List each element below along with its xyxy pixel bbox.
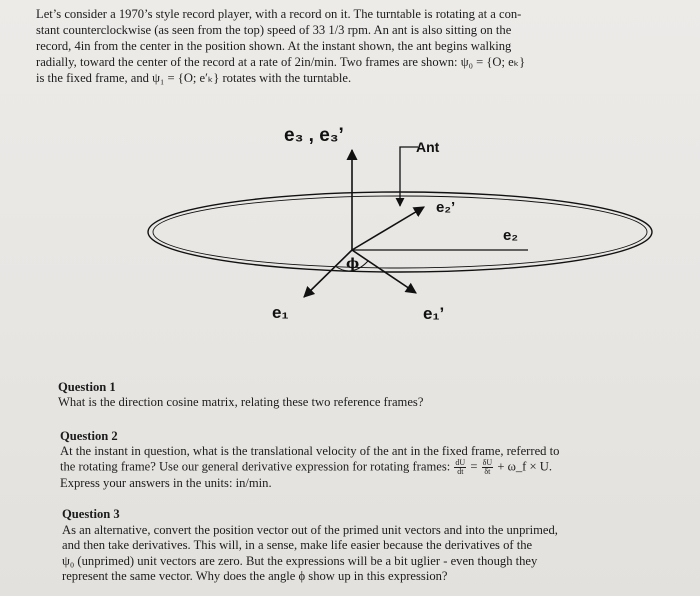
phi-label: ϕ xyxy=(346,256,360,272)
ant-label: Ant xyxy=(416,139,440,155)
e2-label: e₂ xyxy=(503,227,519,244)
equals-sign: = xyxy=(470,459,478,474)
intro-line: Let’s consider a 1970’s style record player, with a record on it. The turntable is rotating at a con- xyxy=(36,7,522,21)
derivative-fraction: $\frac{dU}{dt}$ xyxy=(455,458,466,476)
question-2-line-text: the rotating frame? Use our general derivative expression for rotating frames: xyxy=(60,459,451,474)
question-3-line: As an alternative, convert the position vector out of the primed unit vectors and into the unprimed, xyxy=(62,522,558,537)
record-inner-ellipse xyxy=(153,196,647,268)
e1-label: e₁ xyxy=(272,303,289,322)
question-1-text: What is the direction cosine matrix, relating these two reference frames? xyxy=(58,395,424,409)
question-1-heading: Question 1 xyxy=(58,380,116,394)
relative-derivative-fraction: $\frac{\delta U}{\delta t}$ xyxy=(482,458,493,476)
intro-line: stant counterclockwise (as seen from the top) speed of 33 1/3 rpm. An ant is also sitting on the xyxy=(36,23,512,37)
question-1 xyxy=(58,380,423,410)
question-2-units: Express your answers in the units: in/min. xyxy=(60,476,272,490)
question-2-equation-line xyxy=(60,459,559,476)
e1-axis xyxy=(304,250,352,297)
question-2-line: At the instant in question, what is the translational velocity of the ant in the fixed frame, referred to xyxy=(60,444,560,458)
question-3-line: ψ₀ (unprimed) unit vectors are zero. But the expressions will be a bit uglier - even though they xyxy=(62,553,538,568)
intro-line: record, 4in from the center in the position shown. At the instant shown, the ant begins walking xyxy=(36,39,512,53)
question-2-line-end: + ω_f × U. xyxy=(497,459,553,474)
question-3-line: represent the same vector. Why does the angle ϕ show up in this expression? xyxy=(62,569,448,583)
question-2-heading: Question 2 xyxy=(60,429,118,443)
question-3 xyxy=(62,507,558,585)
question-2 xyxy=(60,429,559,491)
e3-label: e₃ , e₃’ xyxy=(284,125,344,146)
e2-prime-axis xyxy=(352,207,424,250)
e1-prime-label: e₁’ xyxy=(423,304,445,323)
intro-line: radially, toward the center of the record at a rate of 2in/min. Two frames are shown: ψ₀ = {O; eₖ} xyxy=(36,55,526,69)
e2-prime-label: e₂’ xyxy=(436,199,456,216)
question-3-line: and then take derivatives. This will, in a sense, make life easier because the derivatives of the xyxy=(62,538,533,552)
intro-line: is the fixed frame, and ψ₁ = {O; e′ₖ} rotates with the turntable. xyxy=(36,71,352,85)
ant-leader-line xyxy=(400,147,418,206)
question-3-heading: Question 3 xyxy=(62,507,120,521)
